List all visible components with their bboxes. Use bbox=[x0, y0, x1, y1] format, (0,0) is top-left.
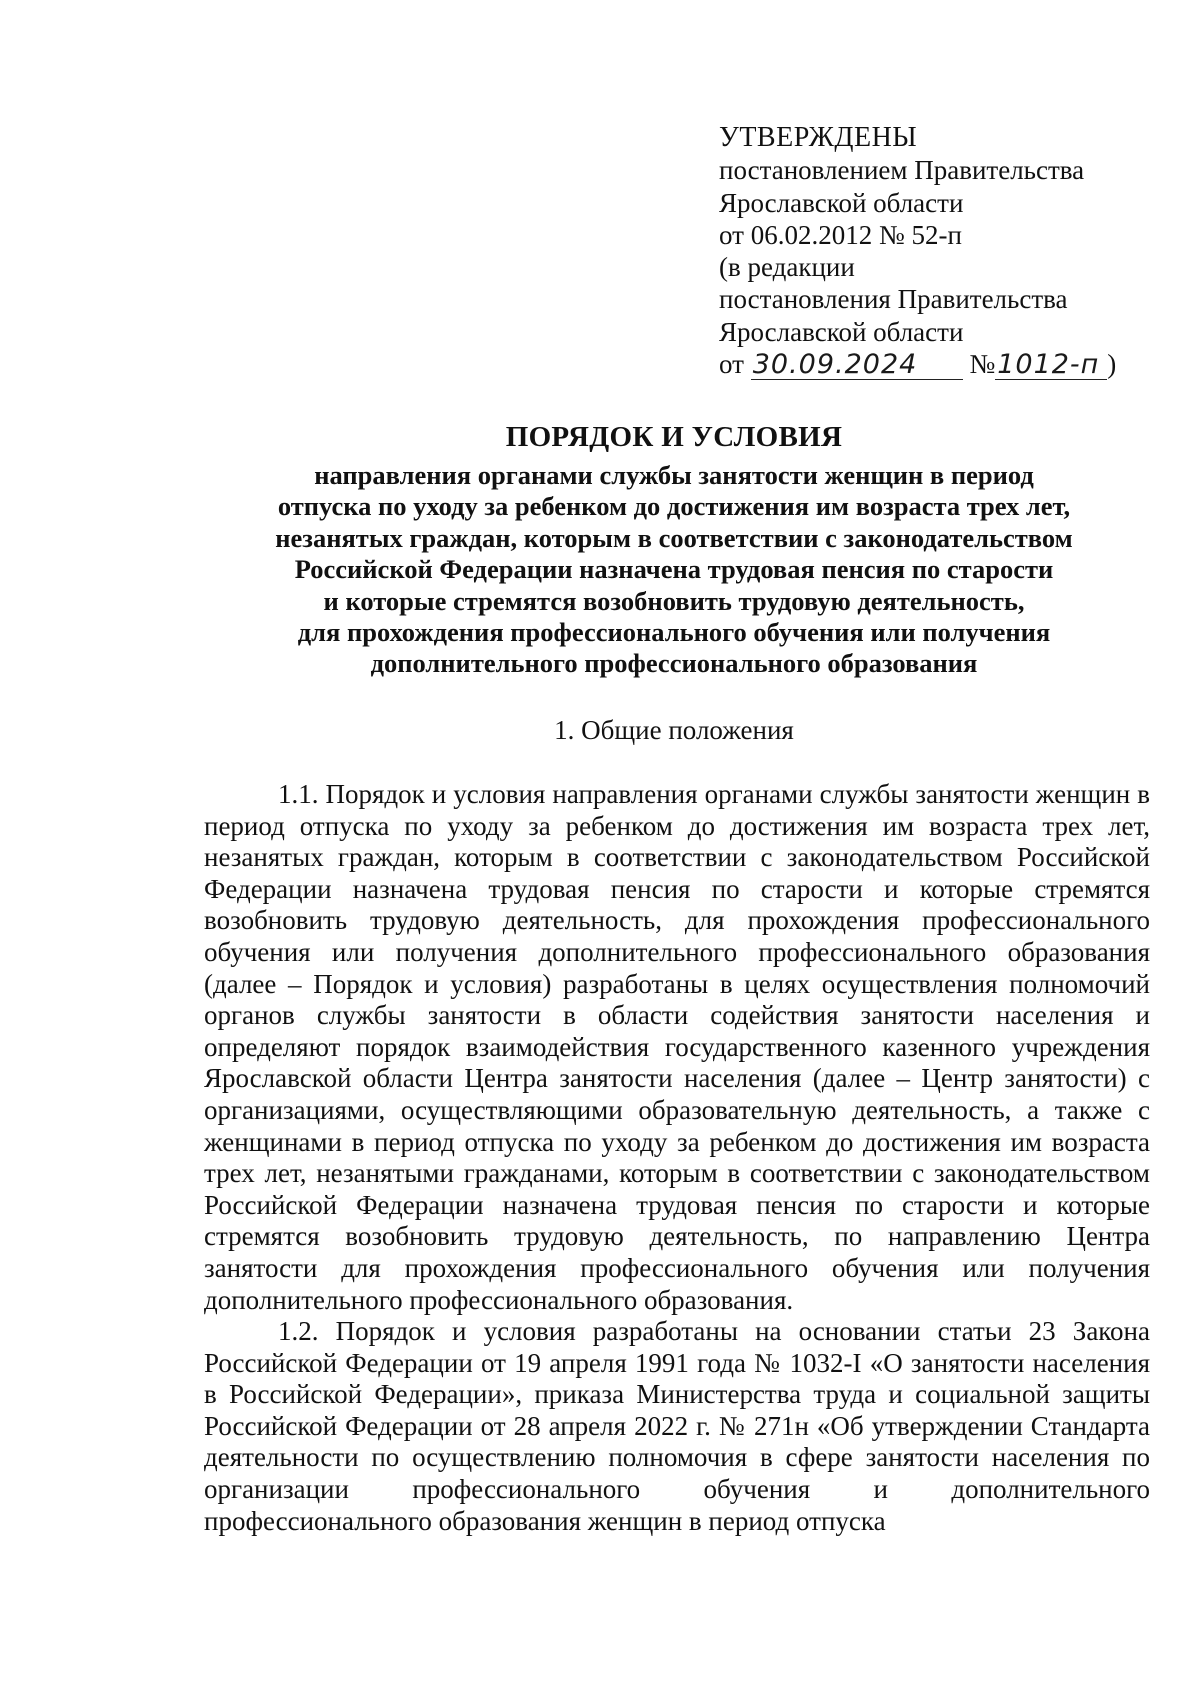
subtitle-line: для прохождения профессионального обучения или получения bbox=[297, 617, 1051, 648]
approval-line: Ярославской области bbox=[719, 187, 964, 218]
approval-line: (в редакции bbox=[719, 252, 855, 283]
subtitle-line: Российской Федерации назначена трудовая пенсия по старости bbox=[294, 554, 1054, 585]
approval-line: от 06.02.2012 № 52-п bbox=[719, 219, 962, 250]
subtitle-line: отпуска по уходу за ребенком до достижения им возраста трех лет, bbox=[277, 491, 1071, 522]
approval-date-line bbox=[719, 348, 1159, 380]
subtitle-line: и которые стремятся возобновить трудовую деятельность, bbox=[323, 585, 1025, 616]
approval-block bbox=[719, 122, 1159, 380]
subtitle-line: незанятых граждан, которым в соответствии с законодательством bbox=[275, 522, 1073, 553]
paragraph-1-1: 1.1. Порядок и условия направления органами службы занятости женщин в период отпуска по уходу за ребенком до достижения им возраста трех лет, незанятых граждан, которым в соответствии с законодательством Российской Федерации назначена трудовая пенсия по старости и которые стремятся возобновить трудовую деятельность, для прохождения профессионального обучения или получения дополнительного профессионального образования (далее – Порядок и условия) разработаны в целях осуществления полномочий органов службы занятости в области содействия занятости населения и определяют порядок взаимодействия государственного казенного учреждения Ярославской области Центра занятости населения (далее – Центр занятости) с организациями, осуществляющими образовательную деятельность, а также с женщинами в период отпуска по уходу за ребенком до достижения им возраста трех лет, незанятыми гражданами, которым в соответствии с законодательством Российской Федерации назначена трудовая пенсия по старости и которые стремятся возобновить трудовую деятельность, по направлению Центра занятости для прохождения профессионального обучения или получения дополнительного профессионального образования. bbox=[204, 779, 1150, 1315]
handwritten-number: 1012-п bbox=[995, 351, 1107, 380]
document-body bbox=[204, 779, 1150, 1537]
document-title: ПОРЯДОК И УСЛОВИЯ bbox=[505, 421, 843, 453]
approval-line: постановлением Правительства bbox=[719, 155, 1085, 186]
closing-paren: ) bbox=[1107, 349, 1117, 380]
approval-line: Ярославской области bbox=[719, 316, 964, 347]
approval-date-prefix: от bbox=[719, 349, 744, 380]
subtitle-line: дополнительного профессионального образования bbox=[370, 648, 978, 679]
approval-heading: УТВЕРЖДЕНЫ bbox=[719, 122, 918, 153]
approval-line: постановления Правительства bbox=[719, 284, 1068, 315]
number-sign: № bbox=[969, 349, 996, 380]
document-subtitle bbox=[200, 460, 1148, 680]
subtitle-line: направления органами службы занятости женщин в период bbox=[314, 460, 1034, 490]
paragraph-1-2: 1.2. Порядок и условия разработаны на основании статьи 23 Закона Российской Федерации от 19 апреля 1991 года № 1032-I «О занятости населения в Российской Федерации», приказа Министерства труда и социальной защиты Российской Федерации от 28 апреля 2022 г. № 271н «Об утверждении Стандарта деятельности по осуществлению полномочия в сфере занятости населения по организации профессионального обучения и дополнительного профессионального образования женщин в период отпуска bbox=[204, 1316, 1150, 1536]
handwritten-date: 30.09.2024 bbox=[751, 351, 963, 380]
document-title-block bbox=[200, 420, 1148, 680]
section-heading: 1. Общие положения bbox=[554, 715, 794, 745]
